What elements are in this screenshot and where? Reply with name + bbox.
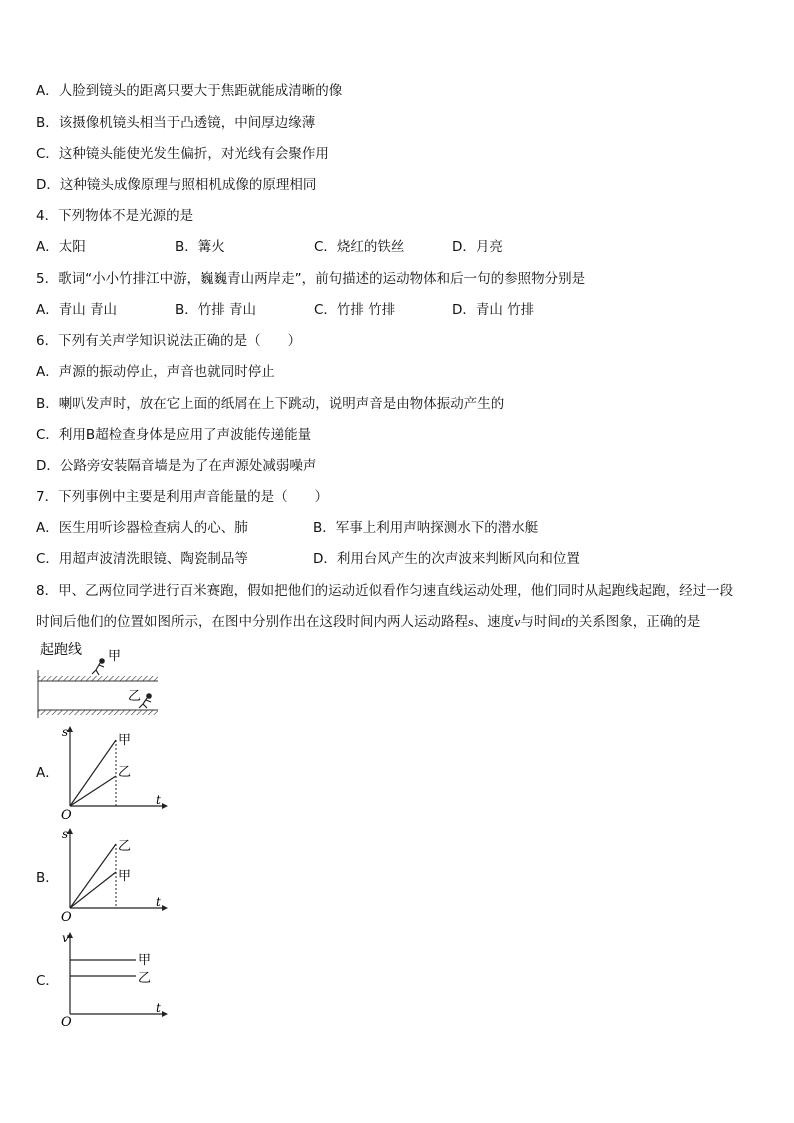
graph-c-x-label: t [156, 1001, 161, 1015]
graph-c-y-label: v [62, 931, 69, 945]
graph-b-y-label: s [62, 827, 69, 841]
graph-b-x-arrow [162, 905, 168, 911]
q8-stem-line1: 8．甲、乙两位同学进行百米赛跑，假如把他们的运动近似看作匀速直线运动处理，他们同时从起跑线起跑，经过一段 [36, 583, 734, 599]
q6-stem: 6．下列有关声学知识说法正确的是（ ） [36, 333, 302, 349]
q8-option-b-label: B． [36, 870, 59, 886]
q5-stem: 5．歌词“小小竹排江中游，巍巍青山两岸走”，前句描述的运动物体和后一句的参照物分别是 [36, 271, 586, 287]
q6-option-b: B．喇叭发声时，放在它上面的纸屑在上下跳动，说明声音是由物体振动产生的 [36, 396, 505, 412]
q5-option-d: D．青山 竹排 [452, 302, 535, 318]
q4-option-c: C．烧红的铁丝 [314, 239, 405, 255]
q4-stem: 4．下列物体不是光源的是 [36, 208, 194, 224]
graph-b-lower-label: 甲 [118, 869, 132, 884]
graph-c-upper-label: 甲 [138, 953, 152, 968]
q4-option-d: D．月亮 [452, 239, 503, 255]
q6-option-c: C．利用B超检查身体是应用了声波能传递能量 [36, 427, 312, 443]
q8-stem-line2: 时间后他们的位置如图所示，在图中分别作出在这段时间内两人运动路程s、速度v与时间t的关系图象，正确的是 [36, 614, 701, 630]
q7-option-c: C．用超声波清洗眼镜、陶瓷制品等 [36, 551, 248, 567]
q3-option-d: D．这种镜头成像原理与照相机成像的原理相同 [36, 177, 317, 193]
q3-option-c: C．这种镜头能使光发生偏折，对光线有会聚作用 [36, 146, 329, 162]
graph-c-lower-label: 乙 [138, 971, 152, 986]
q5-option-a: A．青山 青山 [36, 302, 118, 318]
track-bottom-wall [38, 710, 158, 715]
track-top-wall [38, 676, 158, 681]
graph-a-origin: O [61, 808, 72, 822]
q3-option-a: A．人脸到镜头的距离只要大于焦距就能成清晰的像 [36, 83, 343, 99]
graph-a-x-arrow [162, 803, 168, 809]
graph-a-y-label: s [62, 725, 69, 739]
runner-a-label: 甲 [108, 649, 122, 664]
graph-c-origin: O [61, 1015, 72, 1028]
q7-option-d: D．利用台风产生的次声波来判断风向和位置 [313, 551, 580, 567]
race-track-figure [36, 640, 166, 720]
graph-c-x-arrow [162, 1011, 168, 1017]
graph-c [58, 928, 168, 1028]
runner-b-label: 乙 [128, 689, 142, 704]
graph-a-lower-label: 乙 [118, 765, 132, 780]
graph-b-upper-line [70, 844, 116, 908]
graph-b [58, 826, 168, 924]
graph-a [58, 724, 168, 822]
q7-option-b: B．军事上利用声呐探测水下的潜水艇 [313, 520, 539, 536]
runner-a-icon [92, 659, 104, 675]
q4-option-b: B．篝火 [175, 239, 225, 255]
q6-option-d: D．公路旁安装隔音墙是为了在声源处减弱噪声 [36, 458, 317, 474]
graph-a-upper-line [70, 740, 116, 806]
q4-option-a: A．太阳 [36, 239, 86, 255]
start-line-label: 起跑线 [40, 642, 82, 658]
q6-option-a: A．声源的振动停止，声音也就同时停止 [36, 364, 275, 380]
q3-option-b: B．该摄像机镜头相当于凸透镜，中间厚边缘薄 [36, 115, 316, 131]
graph-b-upper-label: 乙 [118, 839, 132, 854]
q5-option-b: B．竹排 青山 [175, 302, 257, 318]
graph-a-x-label: t [156, 793, 161, 807]
graph-b-x-label: t [156, 895, 161, 909]
q5-option-c: C．竹排 竹排 [314, 302, 396, 318]
graph-a-upper-label: 甲 [118, 733, 132, 748]
q8-option-c-label: C． [36, 973, 59, 989]
q7-option-a: A．医生用听诊器检查病人的心、肺 [36, 520, 248, 536]
graph-b-origin: O [61, 910, 72, 924]
graph-b-lower-line [70, 872, 116, 908]
graph-a-lower-line [70, 776, 116, 806]
q8-option-a-label: A． [36, 765, 59, 781]
q7-stem: 7．下列事例中主要是利用声音能量的是（ ） [36, 489, 329, 505]
